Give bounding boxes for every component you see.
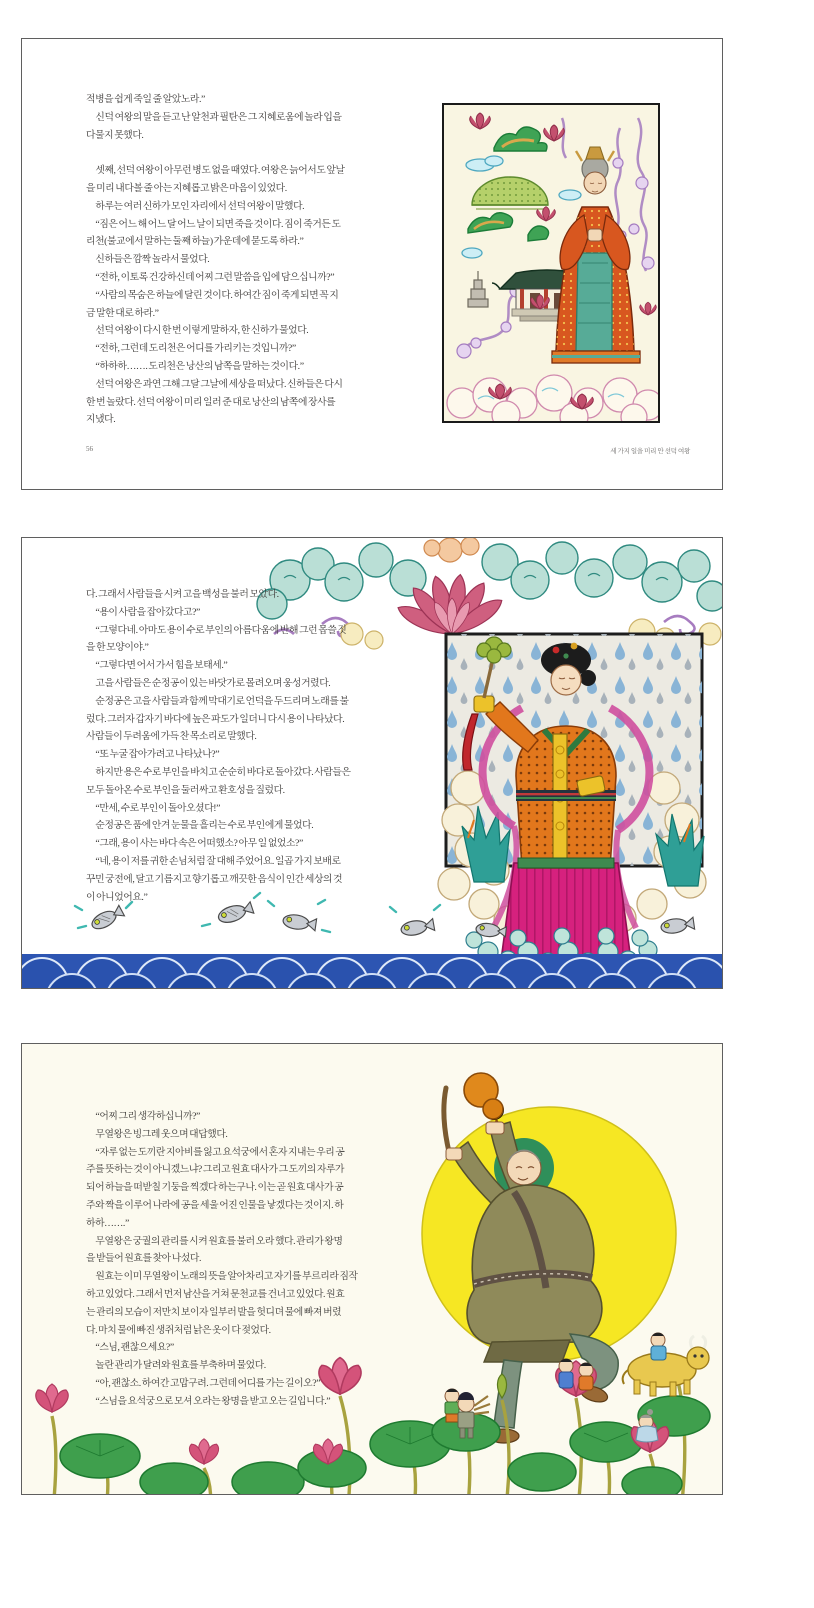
text-line: 신덕 여왕의 말을 듣고 난 알천과 필탄은 그 지혜로움에 놀라 입을 [86,111,342,123]
text-line: 하하…….” [86,1217,129,1229]
text-line: 리천(불교에서 말하는 둘째 하늘) 가운데에 묻도록 하라.” [86,236,304,248]
text-line: 한 번 놀랐다. 선덕 여왕이 미리 일러 준 대로 낭산의 남쪽에 장사를 [86,396,336,408]
robe-hem [484,1340,570,1362]
text-line: 순정공은 품에 안겨 눈물을 흘리는 수로 부인에게 물었다. [86,820,314,832]
text-line: 신하들은 깜짝 놀라서 물었다. [86,254,210,266]
text-line: 셋째, 선덕 여왕이 아무런 병도 없을 때였다. 여왕은 늙어서도 앞날 [86,165,345,177]
text-line [86,144,398,162]
suro-face [551,665,581,695]
text-line: “짐은 어느 해 어느 달 어느 날이 되면 죽을 것이다. 짐이 죽거든 도 [86,218,341,230]
text-line: “네, 용이 저를 귀한 손님처럼 잘 대해 주었어요. 일곱 가지 보배로 [86,855,341,867]
sea-waves [22,954,722,988]
text-line: 사람들이 두려움에 가득 찬 목소리로 말했다. [86,731,257,743]
text-line: 선덕 여왕은 과연 그해 그달 그날에 세상을 떠났다. 신하들은 다시 [86,378,343,390]
text-line: “또 누굴 잡아가려고 나타났나?” [86,749,220,761]
text-line: “스님, 괜찮으세요?” [86,1342,174,1354]
boy-on-ox [651,1346,666,1360]
text-line: “용이 사람을 잡아갔다고?” [86,606,200,618]
text-line: “사람의 목숨은 하늘에 달린 것이다. 하여간 짐이 죽게 되면 꼭 지 [86,289,339,301]
text-line: “하하하……. 도리천은 낭산의 남쪽을 말하는 것이다.” [86,360,304,372]
text-line: 다. 마치 물에 빠진 생쥐처럼 낡은 옷이 다 젖었다. [86,1324,271,1336]
book-page-monk-wonhyo [21,1043,723,1495]
text-line: “그렇다면 어서 가서 힘을 보태세.” [86,660,228,672]
child-on-leaf [445,1389,459,1422]
text-line: 적병을 쉽게 죽일 줄 알았노라.” [86,94,205,105]
book-page-lady-suro [21,537,723,989]
book-page-queen-seondeok [21,38,723,490]
text-line: “전하, 그런데 도리천은 어디를 가리키는 것입니까?” [86,343,296,355]
text-line: 순정공은 고을 사람들과 함께 막대기로 언덕을 두드리며 노래를 불 [86,695,349,707]
text-line: 고을 사람들은 순정공이 있는 바닷가로 몰려오며 웅성거렸다. [86,677,331,689]
text-line: “스님을 요석궁으로 모셔 오라는 왕명을 받고 오는 길입니다.” [86,1395,331,1407]
chapter-title: 세 가지 일을 미리 안 선덕 여왕 [610,448,690,455]
text-line: 다물지 못했다. [86,129,144,141]
page1-footer [86,445,690,459]
page1-text-column [86,91,398,429]
text-line: 을 한 모양이야.” [86,642,149,654]
text-line: “그렇다네. 아마도 용이 수로 부인의 아름다움에 반해 그런 몹쓸 짓 [86,624,347,636]
text-line: 무열왕은 빙그레 웃으며 대답했다. [86,1128,228,1140]
text-line: 을 받들어 원효를 찾아 나섰다. [86,1253,202,1265]
text-line: 원효는 이미 무열왕이 노래의 뜻을 알아차리고 자기를 부르리라 짐작 [86,1271,358,1283]
text-line: 하고 있었다. 그래서 먼저 남산을 거쳐 문천교를 건너고 있었다. 원효 [86,1288,345,1300]
page2-text-column [86,586,398,906]
text-line: 모두 돌아온 수로 부인을 둘러싸고 환호성을 질렀다. [86,784,285,796]
text-line: “자루 없는 도끼란 지아비를 잃고 요석궁에서 혼자 지내는 우리 공 [86,1146,345,1158]
text-line: 을 미리 내다볼 줄 아는 지혜롭고 밝은 마음이 있었다. [86,182,287,194]
queen-seondeok-illustration [442,103,660,423]
queen-face [584,172,606,194]
text-line: 이 아니었어요.” [86,891,148,903]
page3-text-column [86,1108,398,1411]
text-line: 다. 그래서 사람들을 시켜 고을 백성을 불러 모았다. [86,589,279,600]
text-line: 되어 하늘을 떠받칠 기둥을 찍겠다 하는구나. 이는 곧 원효 대사가 공 [86,1182,344,1194]
peach-cloud-icon [424,538,479,562]
page-number: 56 [86,445,93,453]
text-line: 렀다. 그러자 갑자기 바다에 높은 파도가 일더니 다시 용이 나타났다. [86,713,345,725]
text-line: “어찌 그리 생각하십니까?” [86,1111,200,1122]
text-line: 금 말한 대로 하라.” [86,307,159,319]
text-line: “아, 괜찮소. 하여간 고맙구려. 그런데 어디를 가는 길이오?” [86,1377,321,1389]
text-line: 주와 짝을 이루어 나라에 공을 세울 어진 인물을 낳겠다는 것이지. 하 [86,1199,344,1211]
monk-hand [486,1122,504,1134]
text-line: 하루는 여러 신하가 모인 자리에서 선덕 여왕이 말했다. [86,200,305,212]
text-line: “만세, 수로 부인이 돌아오셨다!” [86,802,221,814]
text-line: 주를 뜻하는 것이 아니겠느냐? 그리고 원효 대사가 그 도끼의 자루가 [86,1164,345,1176]
monk-hand [446,1148,462,1160]
text-line: 지냈다. [86,414,116,426]
text-line: 꾸민 궁전에, 달고 기름지고 향기롭고 깨끗한 음식이 인간 세상의 것 [86,873,343,885]
text-line: 는 관리의 모습이 저만치 보이자 일부러 발을 헛디뎌 물에 빠져 버렸 [86,1306,342,1318]
text-line: “그래, 용이 사는 바다 속은 어떠했소? 아무 일 없었소?” [86,838,303,850]
text-line: “전하, 이토록 건강하신데 어찌 그런 말씀을 입에 담으십니까?” [86,271,335,283]
text-line: 무열왕은 궁궐의 관리를 시켜 원효를 불러 오라 했다. 관리가 왕명 [86,1235,343,1247]
text-line: 선덕 여왕이 다시 한 번 이렇게 말하자, 한 신하가 물었다. [86,325,309,337]
text-line: 하지만 용은 수로 부인을 바치고 순순히 바다로 돌아갔다. 사람들은 [86,766,351,778]
text-line: 놀란 관리가 달려와 원효를 부축하며 물었다. [86,1360,266,1372]
queen-illustration-svg [442,103,660,423]
